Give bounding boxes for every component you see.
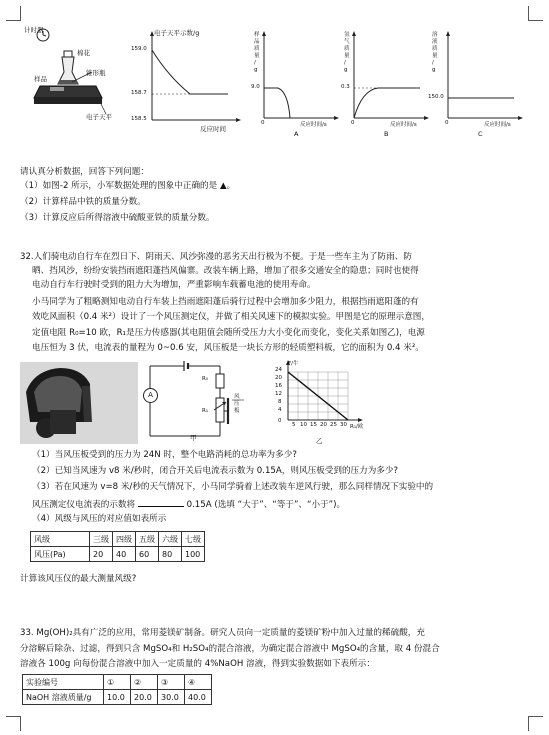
crop-mark-bottom-left <box>6 716 21 731</box>
table-cell: 100 <box>182 547 205 562</box>
circuit-r1-label: R₁ <box>202 408 209 414</box>
graph-c <box>428 26 523 142</box>
q31-answer-mark: ▲ <box>219 181 227 191</box>
graph-balance-reading <box>128 28 243 133</box>
graph-c-x0: 0 <box>445 120 449 126</box>
graph-main-xlabel: 反应时间 <box>200 125 226 133</box>
table-cell: 实验编号 <box>23 675 104 690</box>
graph-main-ylabel: 电子天平示数/g <box>154 29 200 37</box>
graph-a-svg <box>250 26 340 126</box>
fr-xtick-25: 25 <box>330 422 337 428</box>
fr-xtick-30: 30 <box>340 422 347 428</box>
table-cell: ② <box>131 675 158 690</box>
fr-xtick-20: 20 <box>320 422 327 428</box>
graph-a <box>250 26 340 142</box>
q32-p2-line3: 定值电阻 R₀=10 欧，R₁是压力传感器(其电阻值会随所受压力大小变化而变化，变化关系如图乙)，电源 <box>32 328 425 338</box>
table-cell: 80 <box>159 547 182 562</box>
fr-ytick-12: 12 <box>275 391 282 397</box>
q32-p2-line4: 电压恒为 3 伏，电流表的量程为 0~0.6 安，风压板是一块长方形的轻质塑料板，它的面积为 0.4 米²。 <box>32 343 424 353</box>
table-cell: 20.0 <box>131 690 158 705</box>
crop-mark-top-right <box>528 6 543 21</box>
table-row <box>31 547 205 562</box>
ammeter-label: A <box>148 391 153 399</box>
table-cell: 五级 <box>136 532 159 547</box>
q32-sub3b <box>32 497 345 512</box>
label-timer: 计时器 <box>24 26 44 34</box>
ammeter-icon <box>143 388 158 403</box>
fr-ylabel: F/牛 <box>288 361 299 367</box>
circuit-r0-label: R₀ <box>202 376 209 382</box>
q31-line1-text: （1）如图-2 所示，小军数据处理的图象中正确的是 <box>20 181 218 191</box>
table-cell: 30.0 <box>158 690 185 705</box>
graph-b-x0: 0 <box>351 120 355 126</box>
q32-sub4: （4）风级与风压的对应值如表所示 <box>32 514 167 524</box>
graph-a-x0: 0 <box>261 120 265 126</box>
balance-apparatus-figure <box>20 24 120 124</box>
scooter-photo <box>20 362 138 444</box>
table-cell: 60 <box>136 547 159 562</box>
table-cell: 三级 <box>90 532 113 547</box>
q33-line2: 分溶解后除杂、过滤，得到只含 MgSO₄和 H₂SO₄的混合溶液，为确定混合溶液中 MgSO₄的含量，取 4 份混合 <box>20 644 440 654</box>
table-cell: 四级 <box>113 532 136 547</box>
naoh-table <box>22 674 212 705</box>
q32-sub3b-post: 0.15A (选填 “大于”、“等于”、“小于”)。 <box>186 500 346 510</box>
scooter-photo-svg <box>20 362 138 444</box>
table-cell: 20 <box>90 547 113 562</box>
table-cell: 40.0 <box>185 690 212 705</box>
table-cell: ① <box>104 675 131 690</box>
fr-caption: 乙 <box>316 437 323 445</box>
crop-mark-bottom-right <box>528 716 543 731</box>
label-cotton: 棉花 <box>77 49 90 57</box>
table-cell: NaOH 溶液质量/g <box>23 690 104 705</box>
q32-sub2: （2）已知当风速为 v8 米/秒时，闭合开关后电流表示数为 0.15A，则风压板受到的压力为多少? <box>32 466 399 476</box>
graph-c-y0: 150.0 <box>428 94 444 100</box>
crop-mark-top-left <box>6 6 21 21</box>
fr-xtick-5: 5 <box>292 422 296 428</box>
table-cell: 风压(Pa) <box>31 547 90 562</box>
graph-b-letter: B <box>384 130 389 138</box>
fr-ytick-24: 24 <box>275 367 282 373</box>
circuit-plate-label: 风 压 板 <box>234 394 240 414</box>
table-cell: ④ <box>185 675 212 690</box>
table-row <box>23 690 212 705</box>
q31-intro: 请认真分析数据，回答下列问题： <box>20 167 149 177</box>
table-cell: ③ <box>158 675 185 690</box>
circuit-diagram-svg <box>140 360 260 444</box>
fr-ytick-0: 0 <box>278 418 282 424</box>
graph-b-ylabel: 氢 气 质 量 / g <box>344 32 350 73</box>
q32-p1-line1: 32.人们骑电动自行车在烈日下、阴雨天、风沙弥漫的恶劣天出行极为不便。于是一些车主为了防雨、防 <box>20 252 412 262</box>
fr-ytick-8: 8 <box>278 399 282 405</box>
fr-xtick-10: 10 <box>300 422 307 428</box>
q32-p2-line2: 效吃风面积（0.4 米²）设计了一个风压测定仪，并做了相关风速下的模拟实验。甲图是它的原理示意图， <box>32 312 430 322</box>
graph-a-ylabel: 样 品 质 量 / g <box>254 32 260 73</box>
fr-ytick-4: 4 <box>278 407 282 413</box>
q33-line3: 溶液各 100g 向每份混合溶液中加入一定质量的 4%NaOH 溶液，得到实验数据如下表所示： <box>20 659 375 669</box>
fr-ytick-16: 16 <box>275 383 282 389</box>
label-sample: 样品 <box>34 75 47 83</box>
graph-c-ylabel: 溶 液 质 量 / g <box>432 32 438 73</box>
table-row <box>23 675 212 690</box>
table-cell: 40 <box>113 547 136 562</box>
q32-sub3a: （3）若在风速为 v=8 米/秒的天气情况下，小马同学骑着上述改装车逆风行驶，那么同样情况下实验中的 <box>32 482 434 492</box>
label-scale: 电子天平 <box>86 113 112 121</box>
q32-sub3b-pre: 风压测定仪电流表的示数将 <box>32 500 136 510</box>
table-cell: 七级 <box>182 532 205 547</box>
graph-main-ytick-mid: 158.7 <box>131 90 147 96</box>
graph-b-svg <box>340 26 430 126</box>
q32-p1-line2: 晒、挡风沙，纷纷安装挡雨遮阳蓬挡风偏寨。改装车辆上路，增加了很多交通安全的隐患；同时也使得 <box>32 266 419 276</box>
q33-line1: 33. Mg(OH)₂具有广泛的应用，常用菱镁矿制备。研究人员向一定质量的菱镁矿粉中加入过量的稀硫酸，充 <box>20 628 425 638</box>
q32-ask: 计算该风压仪的最大测量风级? <box>20 574 137 584</box>
force-resistance-graph <box>266 358 366 450</box>
q31-line3: （3）计算反应后所得溶液中硫酸亚铁的质量分数。 <box>20 213 215 223</box>
graph-a-xlabel: 反应时间/s <box>300 122 327 128</box>
q31-line2: （2）计算样品中铁的质量分数。 <box>20 197 146 207</box>
table-cell: 风级 <box>31 532 90 547</box>
circuit-caption: 甲 <box>190 434 197 442</box>
label-flask: 锥形瓶 <box>86 69 106 77</box>
graph-main-ytick-top: 159.0 <box>131 46 147 52</box>
wind-pressure-table <box>30 531 205 562</box>
graph-c-svg <box>428 26 523 126</box>
fr-ytick-20: 20 <box>275 375 282 381</box>
q32-p1-line3: 电动自行车行驶时受到的阻力大为增加，严重影响车载蓄电池的使用寿命。 <box>32 280 316 290</box>
q32-answer-blank[interactable] <box>138 497 184 507</box>
table-row <box>31 532 205 547</box>
graph-b <box>340 26 430 142</box>
graph-a-y0: 9.0 <box>251 84 260 90</box>
q32-sub1: （1）当风压板受到的压力为 24N 时，整个电路消耗的总功率为多少? <box>32 450 297 460</box>
graph-main-ytick-bot: 158.5 <box>131 116 147 122</box>
q31-line1 <box>20 180 235 193</box>
table-cell: 10.0 <box>104 690 131 705</box>
graph-a-letter: A <box>294 130 299 138</box>
circuit-diagram <box>140 360 260 444</box>
graph-b-y0: 0.3 <box>341 84 350 90</box>
graph-c-xlabel: 反应时间/s <box>484 122 511 128</box>
graph-b-xlabel: 反应时间/s <box>390 122 417 128</box>
fr-xlabel: R₁/欧 <box>350 424 364 430</box>
q32-p2-line1: 小马同学为了粗略测知电动自行车装上挡雨遮阳蓬后骑行过程中会增加多少阻力，根据挡雨遮阳蓬的有 <box>32 297 419 307</box>
table-cell: 六级 <box>159 532 182 547</box>
fr-xtick-15: 15 <box>310 422 317 428</box>
q31-line1-end: 。 <box>226 181 236 191</box>
graph-c-letter: C <box>478 130 483 138</box>
